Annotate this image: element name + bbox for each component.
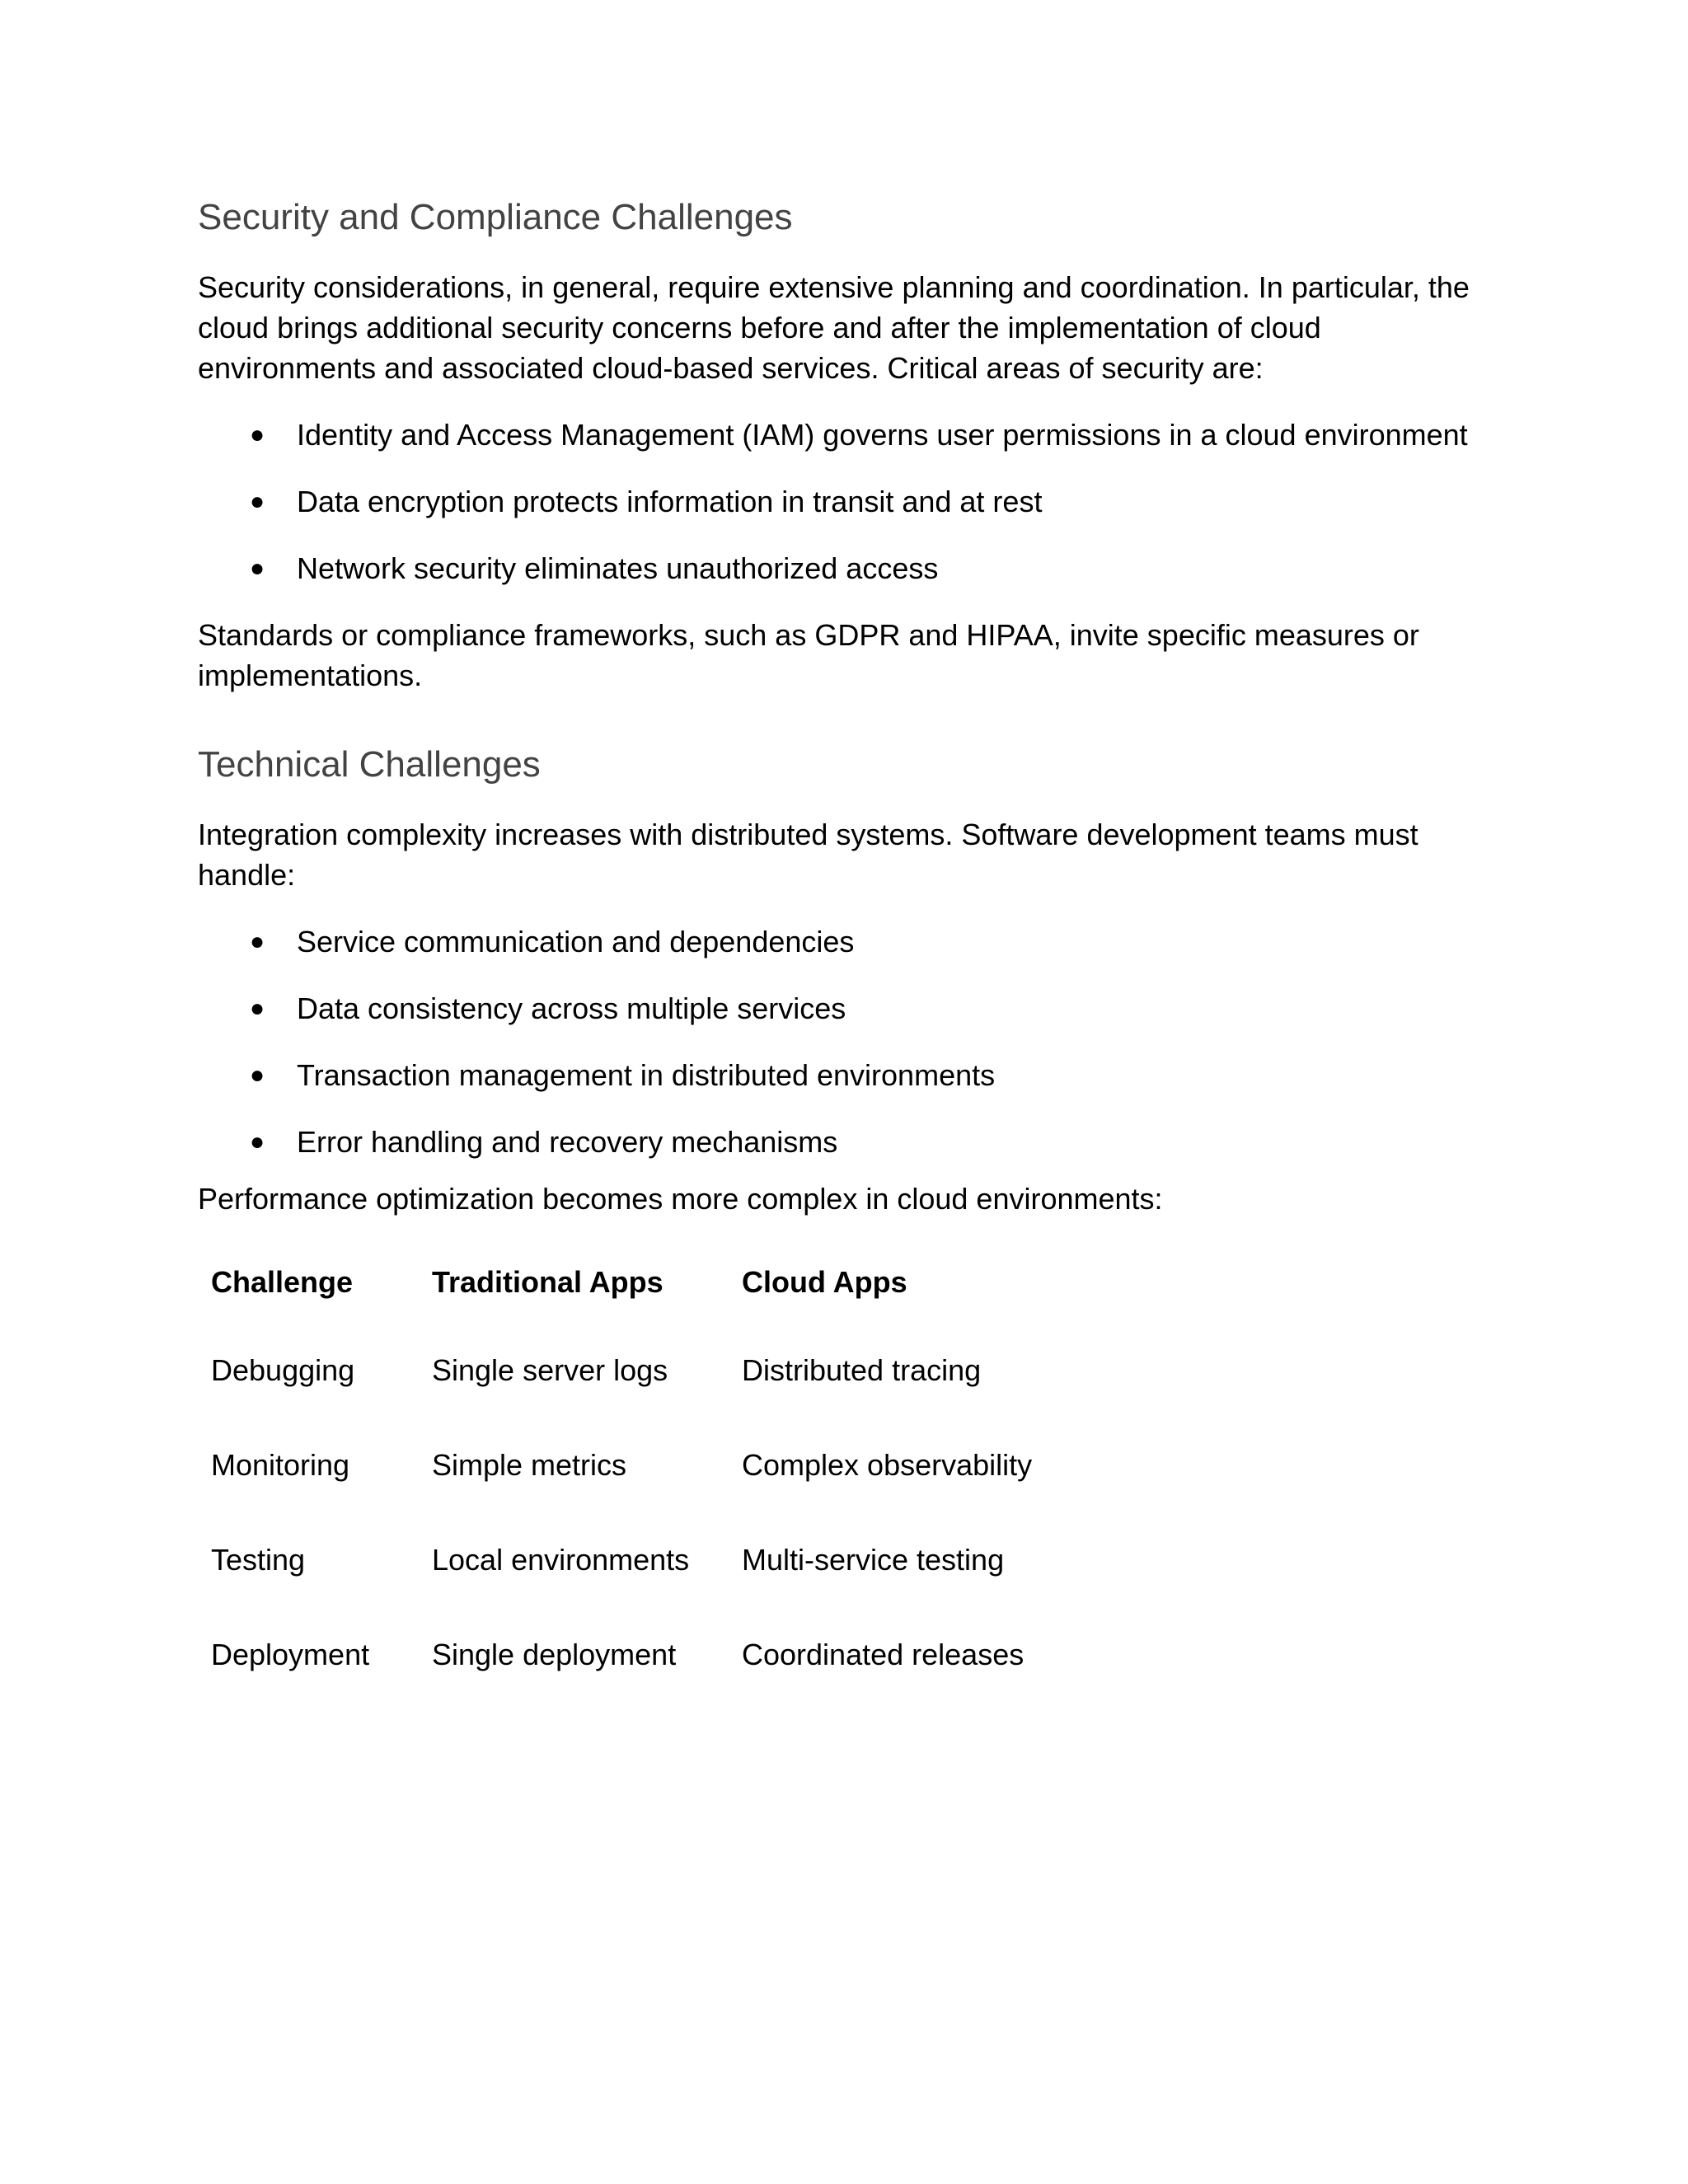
bullet-list-security: [198, 415, 1490, 588]
list-item-text: Network security eliminates unauthorized access: [297, 551, 939, 585]
table-row: [198, 1445, 1167, 1540]
table-cell: Multi-service testing: [742, 1543, 1005, 1577]
table-row: [198, 1350, 1167, 1445]
paragraph-compliance: Standards or compliance frameworks, such as GDPR and HIPAA, invite specific measures or implementations.: [198, 618, 1419, 692]
paragraph-performance-intro: Performance optimization becomes more complex in cloud environments:: [198, 1182, 1163, 1216]
list-item-text: Transaction management in distributed environments: [297, 1058, 996, 1092]
paragraph-security-intro: Security considerations, in general, require extensive planning and coordination. In particular, the cloud brings additional security concerns before and after the implementation of cloud environments and associated cloud-based services. Critical areas of security are:: [198, 270, 1470, 385]
bullet-icon: ●: [249, 1128, 265, 1155]
bullet-icon: ●: [249, 488, 265, 515]
table-cell: Single deployment: [432, 1638, 677, 1671]
list-item: [198, 481, 1490, 522]
table-cell: Complex observability: [742, 1448, 1033, 1482]
bullet-icon: ●: [249, 555, 265, 582]
list-item-text: Error handling and recovery mechanisms: [297, 1125, 838, 1159]
table-cell: Single server logs: [432, 1353, 668, 1387]
table-row: [198, 1634, 1167, 1729]
table-cell: Deployment: [211, 1638, 370, 1671]
list-item: [198, 1055, 1490, 1095]
column-header: Cloud Apps: [742, 1265, 907, 1299]
list-item-text: Service communication and dependencies: [297, 925, 855, 958]
bullet-icon: ●: [249, 421, 265, 448]
table-cell: Local environments: [432, 1543, 690, 1577]
bullet-icon: ●: [249, 995, 265, 1022]
list-item: [198, 415, 1490, 455]
list-item: [198, 548, 1490, 588]
list-item-text: Data consistency across multiple services: [297, 991, 846, 1025]
bullet-list-technical: [198, 921, 1490, 1162]
table-header-row: [198, 1252, 1167, 1350]
table-cell: Testing: [211, 1543, 306, 1577]
list-item-text: Data encryption protects information in transit and at rest: [297, 485, 1043, 518]
column-header: Traditional Apps: [432, 1265, 663, 1299]
performance-table: [198, 1252, 1167, 1729]
table-cell: Debugging: [211, 1353, 355, 1387]
list-item: [198, 988, 1490, 1029]
table-cell: Monitoring: [211, 1448, 350, 1482]
table-cell: Coordinated releases: [742, 1638, 1025, 1671]
document-page: [198, 194, 1490, 1729]
section-title: Security and Compliance Challenges: [198, 197, 793, 237]
column-header: Challenge: [211, 1265, 354, 1299]
table-row: [198, 1540, 1167, 1634]
list-item: [198, 921, 1490, 962]
table-cell: Distributed tracing: [742, 1353, 982, 1387]
bullet-icon: ●: [249, 928, 265, 955]
section-title: Technical Challenges: [198, 744, 541, 785]
bullet-icon: ●: [249, 1062, 265, 1089]
paragraph-integration-intro: Integration complexity increases with distributed systems. Software development teams must handle:: [198, 818, 1418, 892]
table-cell: Simple metrics: [432, 1448, 627, 1482]
list-item: [198, 1122, 1490, 1162]
list-item-text: Identity and Access Management (IAM) governs user permissions in a cloud environment: [297, 418, 1468, 452]
